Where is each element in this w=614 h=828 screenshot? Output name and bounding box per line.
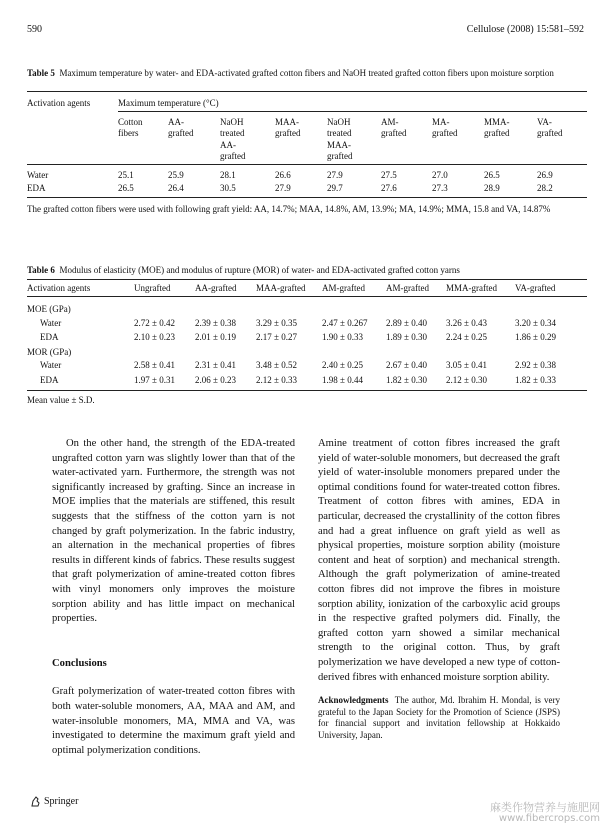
table6-col-header: AM-grafted: [386, 283, 429, 293]
watermark-url: www.fibercrops.com: [498, 813, 600, 824]
table6-cell: 3.05 ± 0.41: [446, 360, 487, 370]
table5-cell: 27.9: [275, 183, 291, 193]
journal-citation: Cellulose (2008) 15:581–592: [466, 24, 584, 35]
table5-col-header: grafted: [381, 128, 407, 139]
table5-head-group: Maximum temperature (°C): [118, 98, 219, 108]
table5-cell: 26.5: [484, 170, 500, 180]
springer-knight-icon: [30, 796, 41, 807]
table5-cell: 27.6: [381, 183, 397, 193]
conclusions-continued: Amine treatment of cotton fibres increased the graft yield of water-soluble monomers, but decreased the graft yield of water-insoluble monomers prepared under the optimal conditions found for water-treated cotton fibres. Treatment of cotton fibres with amines, EDA in particular, decreased the crystallinity of the cotton fibres and had a great influence on graft yield as well as physical properties, moisture sorption ability (moisture content and heat of sorption) and mechanical strength. Although the graft polymerization of amine-treated cotton fibres did not improve the fibres in moisture sorption ability, ionization of the carboxylic acid groups in the respective grafted polymers did. Finally, the grafted cotton yarn showed a similar mechanical strength to the original cotton. Thus, by graft polymerization we have developed a new type of cotton-derived fibres with enhanced moisture sorption ability.: [318, 438, 560, 683]
table6-cell: 1.86 ± 0.29: [515, 332, 556, 342]
table6-col-header: MMA-grafted: [446, 283, 497, 293]
table6-cell: 2.40 ± 0.25: [322, 360, 363, 370]
table5-col-header: AM-: [381, 117, 399, 127]
table5-col-header: AA-: [168, 117, 184, 127]
table5-cell: 30.5: [220, 183, 236, 193]
ack-label: Acknowledgments: [318, 695, 389, 706]
table5-cell: 27.5: [381, 170, 397, 180]
table5-col-header: grafted: [327, 150, 353, 161]
table5-cell: 26.4: [168, 183, 184, 193]
table6-bottom-rule: [27, 390, 587, 391]
left-column: [52, 437, 295, 758]
table6-cell: 2.06 ± 0.23: [195, 374, 236, 385]
table6-cell: 1.82 ± 0.33: [515, 374, 556, 385]
table6-row-label: EDA: [40, 332, 59, 342]
ack-text: The author, Md. Ibrahim H. Mondal, is very grateful to the Japan Society for the Promotion of Science (JSPS) for financial support and invitation fellowship at Hokkaido University, Japan.: [318, 695, 561, 740]
table6-caption: [27, 264, 587, 276]
table5-cell: 28.2: [537, 183, 553, 193]
table5-col-header: grafted: [275, 128, 301, 139]
table6-cell: 2.17 ± 0.27: [256, 332, 297, 342]
publisher-name: Springer: [44, 796, 79, 807]
table6-cell: 2.01 ± 0.19: [195, 332, 236, 342]
table6-cell: 2.24 ± 0.25: [446, 332, 487, 342]
table6-cell: 1.98 ± 0.44: [322, 374, 363, 385]
table6-group-title: MOR (GPa): [27, 346, 72, 357]
table5-col-header: MA-: [432, 117, 450, 127]
table5-cell: 25.9: [168, 170, 184, 180]
table5-head-left: Activation agents: [27, 98, 91, 108]
table5-row-label: EDA: [27, 183, 46, 193]
table6-cell: 3.29 ± 0.35: [256, 317, 297, 328]
publisher-mark: [30, 796, 78, 807]
table5-col-header: NaOH: [220, 117, 244, 127]
table6-col-header: Activation agents: [27, 283, 91, 293]
table6-group-title: MOE (GPa): [27, 304, 71, 314]
acknowledgments: [318, 695, 560, 741]
table5-cell: 26.5: [118, 183, 134, 193]
table5-col-header: MAA-: [327, 139, 351, 150]
table6-cell: 2.89 ± 0.40: [386, 317, 427, 328]
results-paragraph: On the other hand, the strength of the EDA-treated ungrafted cotton yarn was slightly lower than that of the water-activated yarn. Furthermore, the strength was not significantly increased by grafting. Since an increase in MOE implies that the materials are stiffened, this result suggests that the stiffness of the cotton yarn is not changed by graft polymerization. In the fabric industry, an alternation in the mechanical properties of fibres results in different kinds of fabrics. These results suggest that graft polymerization of amine-treated cotton fibres with vinyl monomers only improves the moisture sorption ability and has little impact on mechanical properties.: [52, 438, 295, 625]
table6-cell: 1.82 ± 0.30: [386, 374, 427, 385]
watermark-cn: 麻类作物营养与施肥网: [490, 801, 600, 814]
table5-label: Table 5: [27, 68, 55, 78]
table5-cell: 29.7: [327, 183, 343, 193]
table5-cell: 27.0: [432, 170, 448, 180]
table6-cell: 2.39 ± 0.38: [195, 317, 236, 328]
table5-col-header: grafted: [484, 128, 510, 139]
table6-cell: 1.89 ± 0.30: [386, 332, 427, 342]
table5-caption: [27, 67, 587, 79]
table6-cell: 2.31 ± 0.41: [195, 360, 236, 370]
table6-cell: 3.20 ± 0.34: [515, 317, 556, 328]
table5-cell: 26.9: [537, 170, 553, 180]
table5-col-header: VA-: [537, 117, 552, 127]
table5-cell: 26.6: [275, 170, 291, 180]
table5-cell: 25.1: [118, 170, 134, 180]
page-number: 590: [27, 24, 42, 35]
table5-cell: 28.1: [220, 170, 236, 180]
table6-head-rule: [27, 296, 587, 297]
table6-row-label: EDA: [40, 374, 59, 385]
table6-col-header: MAA-grafted: [256, 283, 306, 293]
table5-col-header: fibers: [118, 128, 139, 139]
table5-caption-text: Maximum temperature by water- and EDA-activated grafted cotton fibers and NaOH treated grafted cotton fibers upon moisture sorption: [59, 68, 554, 78]
table5-col-header: MMA-: [484, 117, 510, 127]
table5-col-header: Cotton: [118, 117, 143, 127]
table6-row-label: Water: [40, 360, 62, 370]
table5-cell: 27.3: [432, 183, 448, 193]
table5-group-rule: [118, 111, 587, 112]
table6-cell: 2.10 ± 0.23: [134, 332, 175, 342]
table5-cell: 27.9: [327, 170, 343, 180]
table5-row-label: Water: [27, 170, 49, 180]
table5-col-header: NaOH: [327, 117, 351, 127]
table5-col-header: grafted: [537, 128, 563, 139]
table6-col-header: AA-grafted: [195, 283, 237, 293]
table6-cell: 2.47 ± 0.267: [322, 317, 368, 328]
table6-label: Table 6: [27, 265, 55, 275]
table6-footnote: Mean value ± S.D.: [27, 395, 95, 405]
table5-bottom-rule: [27, 197, 587, 198]
table6-cell: 2.58 ± 0.41: [134, 360, 175, 370]
table5-col-header: MAA-: [275, 117, 299, 127]
table5-col-header: grafted: [220, 150, 246, 161]
right-column: [318, 437, 560, 741]
table6-row-label: Water: [40, 317, 62, 328]
table6-cell: 2.12 ± 0.33: [256, 374, 297, 385]
table5-col-header: treated: [220, 128, 245, 139]
table6-cell: 2.67 ± 0.40: [386, 360, 427, 370]
table6-cell: 2.12 ± 0.30: [446, 374, 487, 385]
table6-cell: 2.72 ± 0.42: [134, 317, 175, 328]
table5-col-header: treated: [327, 128, 352, 139]
table5-col-header: AA-: [220, 139, 236, 150]
table5-footnote: The grafted cotton fibers were used with following graft yield: AA, 14.7%; MAA, 14.8%, AM, 13.9%; MA, 14.9%; MMA, 15.8 and VA, 14.87%: [27, 204, 551, 214]
table6-cell: 1.97 ± 0.31: [134, 374, 175, 385]
table5-col-header: grafted: [432, 128, 458, 139]
table6-cell: 2.92 ± 0.38: [515, 360, 556, 370]
table5-cell: 28.9: [484, 183, 500, 193]
table6-caption-text: Modulus of elasticity (MOE) and modulus of rupture (MOR) of water- and EDA-activated grafted cotton yarns: [59, 265, 460, 275]
table6-top-rule: [27, 279, 587, 280]
table6-cell: 3.26 ± 0.43: [446, 317, 487, 328]
table6-cell: 3.48 ± 0.52: [256, 360, 297, 370]
conclusions-paragraph: Graft polymerization of water-treated cotton fibres with both water-soluble monomers, AA, MAA and AM, and water-insoluble monomers, MA, MMA and VA, was investigated to determine the maximum graft yield and optimal polymerization conditions.: [52, 686, 295, 756]
table6-col-header: VA-grafted: [515, 283, 556, 293]
table5-head-rule: [27, 164, 587, 165]
table6-col-header: AM-grafted: [322, 283, 365, 293]
conclusions-heading: Conclusions: [52, 657, 107, 669]
table6-col-header: Ungrafted: [134, 283, 171, 293]
table5-col-header: grafted: [168, 128, 194, 139]
table5-top-rule: [27, 91, 587, 92]
table6-cell: 1.90 ± 0.33: [322, 332, 363, 342]
